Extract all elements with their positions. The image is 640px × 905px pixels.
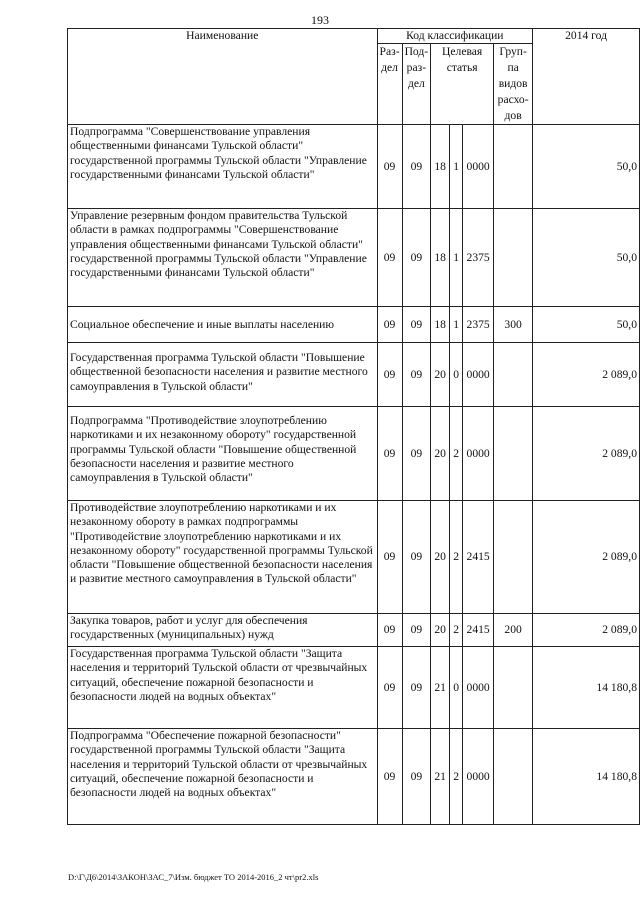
table-row	[68, 307, 640, 343]
row-program-code: 20	[431, 501, 450, 614]
row-subprogram-code: 2	[450, 614, 463, 647]
row-section: 09	[377, 614, 402, 647]
row-amount: 2 089,0	[533, 407, 640, 501]
row-program-code: 18	[431, 125, 450, 209]
row-expense-group	[494, 647, 533, 729]
row-name: Подпрограмма "Совершенствование управления общественными финансами Тульской области" государственной программы Тульской области "Управление государственными финансами Тульской области"	[68, 125, 378, 209]
row-expense-group: 200	[494, 614, 533, 647]
row-subsection: 09	[402, 614, 431, 647]
table-row	[68, 647, 640, 729]
row-amount: 50,0	[533, 209, 640, 307]
row-name: Государственная программа Тульской области "Защита населения и территорий Тульской области от чрезвычайных ситуаций, обеспечение пожарной безопасности и безопасности людей на водных объектах"	[68, 647, 378, 729]
row-amount: 2 089,0	[533, 614, 640, 647]
row-amount: 50,0	[533, 307, 640, 343]
header-group-line: видов	[498, 77, 528, 91]
table-row	[68, 125, 640, 209]
row-name: Подпрограмма "Обеспечение пожарной безопасности" государственной программы Тульской области "Защита населения и территорий Тульской области от чрезвычайных ситуаций, обеспечение пожарной безопасности и безопасности людей на водных объектах"	[68, 729, 378, 825]
row-subprogram-code: 2	[450, 501, 463, 614]
row-name: Закупка товаров, работ и услуг для обеспечения государственных (муниципальных) нужд	[68, 614, 378, 647]
row-direction-code: 2415	[463, 614, 494, 647]
header-group-line: Груп-	[499, 45, 527, 59]
row-subprogram-code: 2	[450, 407, 463, 501]
table-row	[68, 343, 640, 407]
row-name: Управление резервным фондом правительства Тульской области в рамках подпрограммы "Совершенствование управления общественными финансами Тульской области" государственной программы Тульской области "Управление государственными финансами Тульской области"	[68, 209, 378, 307]
row-expense-group	[494, 407, 533, 501]
row-subsection: 09	[402, 647, 431, 729]
row-direction-code: 2375	[463, 307, 494, 343]
row-subsection: 09	[402, 125, 431, 209]
header-classification: Код классификации	[377, 29, 533, 44]
row-subprogram-code: 1	[450, 125, 463, 209]
header-target-item	[431, 44, 494, 125]
header-subsection-line: раз-	[406, 61, 427, 75]
row-expense-group	[494, 125, 533, 209]
row-amount: 14 180,8	[533, 729, 640, 825]
row-section: 09	[377, 501, 402, 614]
row-amount: 2 089,0	[533, 343, 640, 407]
row-subsection: 09	[402, 307, 431, 343]
table-row	[68, 209, 640, 307]
row-subprogram-code: 2	[450, 729, 463, 825]
row-amount: 2 089,0	[533, 501, 640, 614]
row-subprogram-code: 1	[450, 209, 463, 307]
header-subsection-line: дел	[407, 77, 425, 91]
row-program-code: 21	[431, 729, 450, 825]
row-program-code: 20	[431, 407, 450, 501]
budget-table	[67, 28, 640, 825]
file-path-footer: D:\Г\Д6\2014\ЗАКОН\ЗАС_7\Изм. бюджет ТО 2014-2016_2 чт\pr2.xls	[68, 872, 319, 882]
row-program-code: 21	[431, 647, 450, 729]
row-section: 09	[377, 407, 402, 501]
row-subsection: 09	[402, 729, 431, 825]
row-amount: 14 180,8	[533, 647, 640, 729]
row-subprogram-code: 0	[450, 343, 463, 407]
row-direction-code: 0000	[463, 647, 494, 729]
row-name: Государственная программа Тульской области "Повышение общественной безопасности населения и развитие местного самоуправления в Тульской области"	[68, 343, 378, 407]
row-section: 09	[377, 647, 402, 729]
header-expense-group	[494, 44, 533, 125]
row-direction-code: 0000	[463, 407, 494, 501]
header-section	[377, 44, 402, 125]
header-target-line: Целевая	[442, 45, 483, 59]
row-direction-code: 0000	[463, 125, 494, 209]
row-section: 09	[377, 125, 402, 209]
row-program-code: 20	[431, 343, 450, 407]
row-subsection: 09	[402, 501, 431, 614]
table-body	[68, 125, 640, 825]
row-subsection: 09	[402, 407, 431, 501]
row-subsection: 09	[402, 209, 431, 307]
header-group-line: па	[507, 61, 519, 75]
row-section: 09	[377, 343, 402, 407]
row-subprogram-code: 0	[450, 647, 463, 729]
row-direction-code: 2415	[463, 501, 494, 614]
header-section-line: Раз-	[379, 45, 400, 59]
header-group-line: расхо-	[497, 93, 529, 107]
header-group-line: дов	[504, 109, 522, 123]
row-subsection: 09	[402, 343, 431, 407]
table-row	[68, 614, 640, 647]
table-header	[68, 29, 640, 125]
row-name: Социальное обеспечение и иные выплаты населению	[68, 307, 378, 343]
row-program-code: 18	[431, 209, 450, 307]
row-expense-group	[494, 729, 533, 825]
header-name: Наименование	[68, 29, 378, 125]
row-section: 09	[377, 729, 402, 825]
table-row	[68, 729, 640, 825]
table-row	[68, 407, 640, 501]
header-section-line: дел	[381, 61, 398, 75]
row-name: Противодействие злоупотреблению наркотиками и их незаконному обороту в рамках подпрограммы "Противодействие злоупотреблению наркотиками и их незаконному обороту" государственной программы Тульской области "Повышение общественной безопасности населения и развитие местного самоуправления в Тульской области"	[68, 501, 378, 614]
row-expense-group	[494, 501, 533, 614]
row-section: 09	[377, 307, 402, 343]
row-expense-group: 300	[494, 307, 533, 343]
row-name: Подпрограмма "Противодействие злоупотреблению наркотиками и их незаконному обороту" государственной программы Тульской области "Повышение общественной безопасности населения и развитие местного самоуправления в Тульской области"	[68, 407, 378, 501]
header-target-line: статья	[446, 61, 478, 75]
row-amount: 50,0	[533, 125, 640, 209]
row-section: 09	[377, 209, 402, 307]
row-direction-code: 0000	[463, 343, 494, 407]
row-subprogram-code: 1	[450, 307, 463, 343]
row-expense-group	[494, 343, 533, 407]
row-direction-code: 2375	[463, 209, 494, 307]
page-number: 193	[311, 13, 329, 27]
row-program-code: 18	[431, 307, 450, 343]
header-year: 2014 год	[533, 29, 640, 125]
row-expense-group	[494, 209, 533, 307]
row-direction-code: 0000	[463, 729, 494, 825]
table-row	[68, 501, 640, 614]
header-subsection-line: Под-	[404, 45, 429, 59]
header-subsection	[402, 44, 431, 125]
row-program-code: 20	[431, 614, 450, 647]
